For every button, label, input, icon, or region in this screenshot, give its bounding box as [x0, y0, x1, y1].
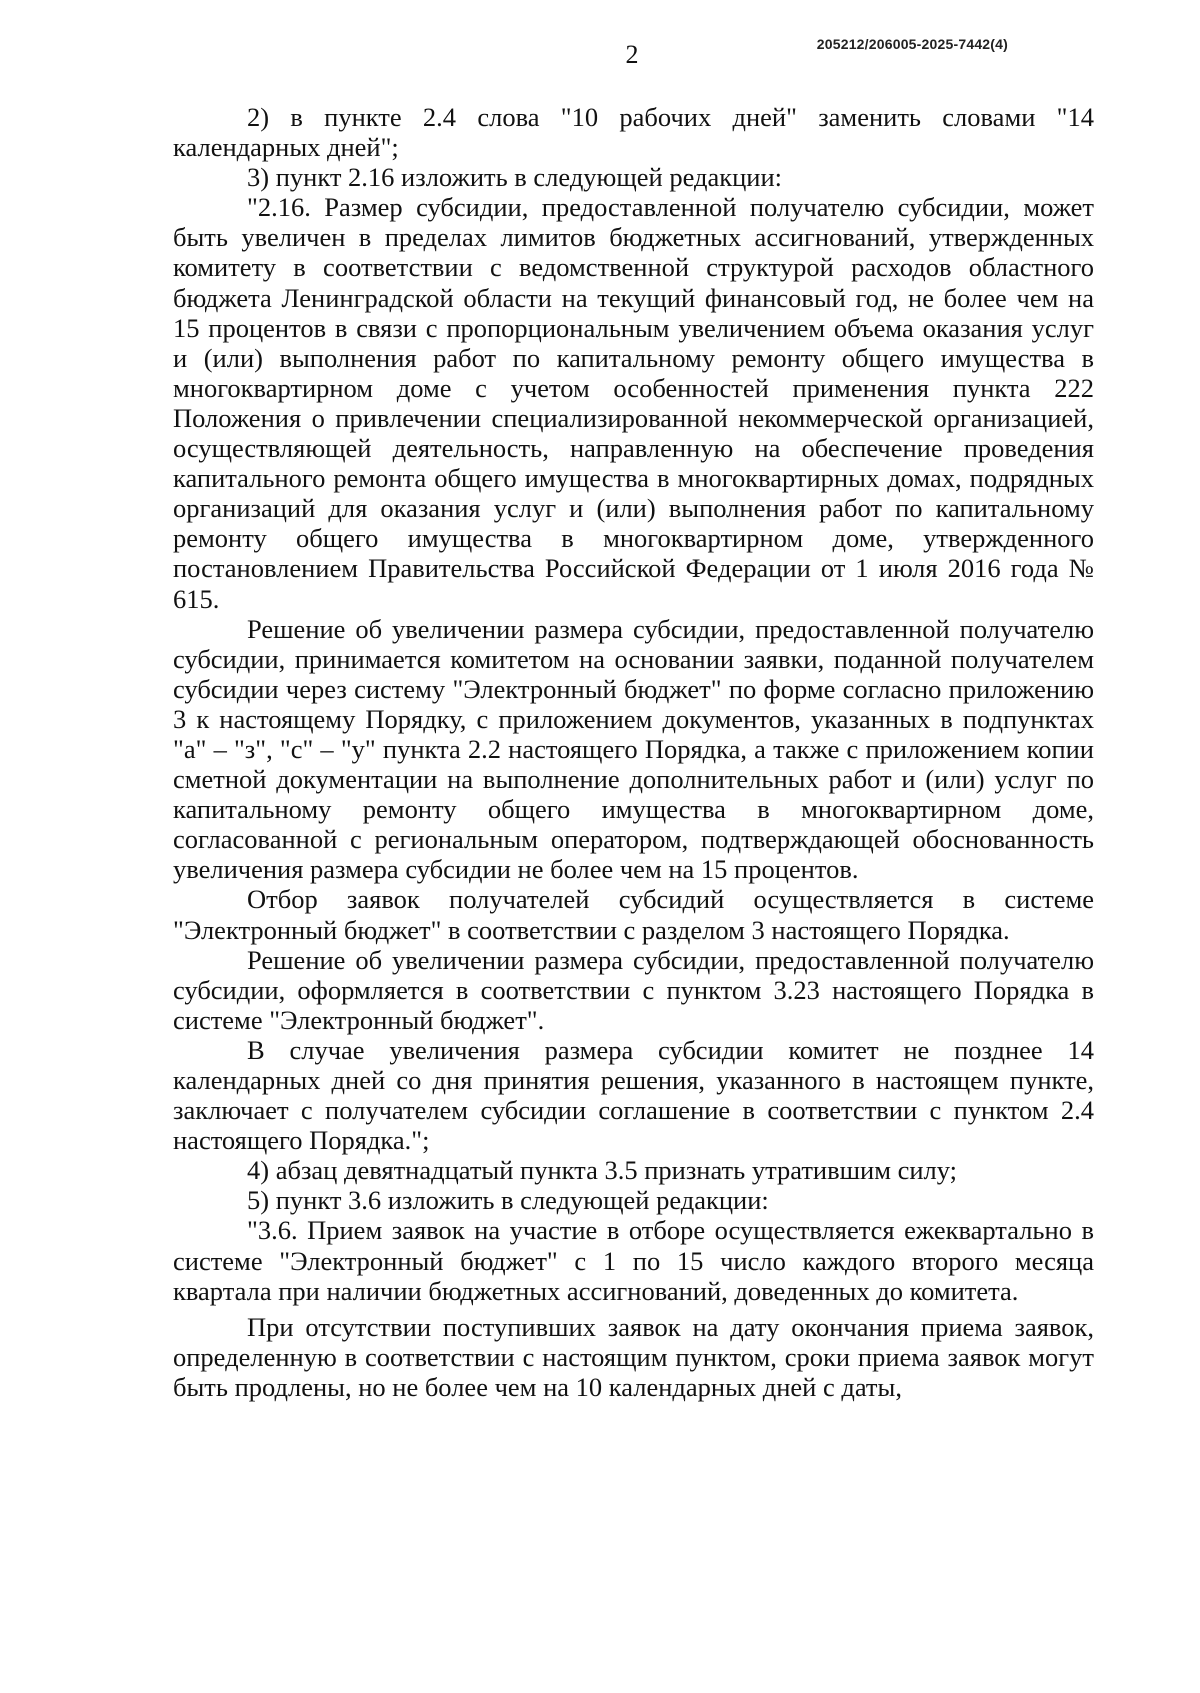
document-registration-number: 205212/206005-2025-7442(4): [816, 36, 1008, 52]
paragraph-amend-2-16-intro: 3) пункт 2.16 изложить в следующей редакции:: [247, 162, 783, 193]
paragraph-selection: Отбор заявок получателей субсидий осуществляется в системе "Электронный бюджет" в соответствии с разделом 3 настоящего Порядка.: [173, 884, 1094, 945]
paragraph-amend-2-4: 2) в пункте 2.4 слова "10 рабочих дней" заменить словами "14 календарных дней";: [173, 102, 1094, 163]
page-number: 2: [625, 40, 639, 69]
paragraph-decision-increase: Решение об увеличении размера субсидии, предоставленной получателю субсидии, принимается комитетом на основании заявки, поданной получателем субсидии через систему "Электронный бюджет" по форме согласно приложению 3 к настоящему Порядку, с приложением документов, указанных в подпунктах "а" – "з", "с" – "у" пункта 2.2 настоящего Порядка, а также с приложением копии сметной документации на выполнение дополнительных работ и (или) услуг по капитальному ремонту общего имущества в многоквартирном доме, согласованной с региональным оператором, подтверждающей обоснованность увеличения размера субсидии не более чем на 15 процентов.: [173, 613, 1094, 885]
paragraph-2-16-text: "2.16. Размер субсидии, предоставленной получателю субсидии, может быть увеличен в пределах лимитов бюджетных ассигнований, утвержденных комитету в соответствии с ведомственной структурой расходов областного бюджета Ленинградской области на текущий финансовый год, не более чем на 15 процентов в связи с пропорциональным увеличением объема оказания услуг и (или) выполнения работ по капитальному ремонту общего имущества в многоквартирном доме с учетом особенностей применения пункта 222 Положения о привлечении специализированной некоммерческой организацией, осуществляющей деятельность, направленную на обеспечение проведения капитального ремонта общего имущества в многоквартирных домах, подрядных организаций для оказания услуг и (или) выполнения работ по капитальному ремонту общего имущества в многоквартирном доме, утвержденного постановлением Правительства Российской Федерации от 1 июля 2016 года № 615.: [173, 192, 1094, 614]
paragraph-amend-3-6-intro: 5) пункт 3.6 изложить в следующей редакции:: [247, 1185, 769, 1216]
document-body: [173, 102, 1094, 1402]
paragraph-decision-formalized: Решение об увеличении размера субсидии, предоставленной получателю субсидии, оформляется в соответствии с пунктом 3.23 настоящего Порядка в системе "Электронный бюджет".: [173, 944, 1094, 1035]
paragraph-3-6-text: "3.6. Прием заявок на участие в отборе осуществляется ежеквартально в системе "Электронный бюджет" с 1 по 15 число каждого второго месяца квартала при наличии бюджетных ассигнований, доведенных до комитета.: [173, 1215, 1094, 1306]
paragraph-no-applications: При отсутствии поступивших заявок на дату окончания приема заявок, определенную в соответствии с настоящим пунктом, сроки приема заявок могут быть продлены, но не более чем на 10 календарных дней с даты,: [173, 1311, 1094, 1402]
paragraph-amend-3-5: 4) абзац девятнадцатый пункта 3.5 признать утратившим силу;: [247, 1155, 958, 1186]
paragraph-agreement: В случае увеличения размера субсидии комитет не позднее 14 календарных дней со дня принятия решения, указанного в настоящем пункте, заключает с получателем субсидии соглашение в соответствии с пунктом 2.4 настоящего Порядка.";: [173, 1034, 1094, 1156]
